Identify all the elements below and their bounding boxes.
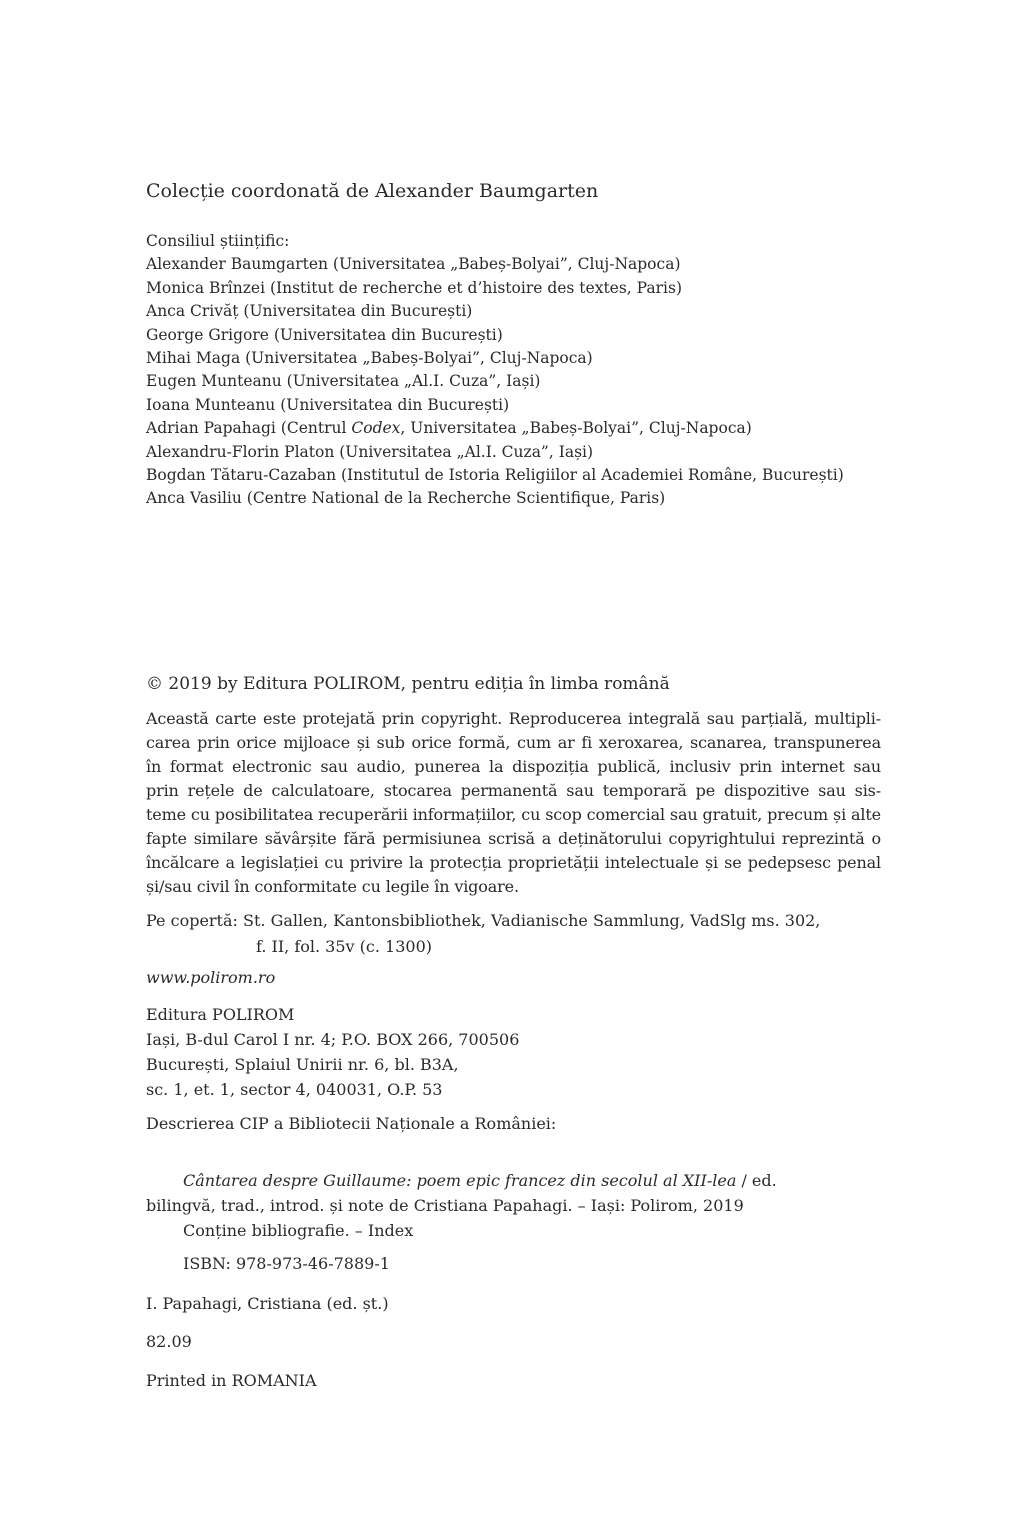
council-member: Anca Crivăț (Universitatea din București): [146, 302, 473, 321]
council-member: Alexandru-Florin Platon (Universitatea „Al.I. Cuza”, Iași): [146, 442, 594, 461]
council-heading: Consiliul științific:: [146, 232, 290, 250]
rights-line: teme cu posibilitatea recuperării informațiilor, cu scop comercial sau gratuit, precum și alte: [146, 805, 881, 824]
cip-author-entry: I. Papahagi, Cristiana (ed. șt.): [146, 1294, 389, 1313]
council-member: George Grigore (Universitatea din București): [146, 325, 503, 344]
cip-title-suffix: / ed.: [736, 1171, 777, 1190]
rights-line: fapte similare săvârșite fără permisiunea scrisă a deținătorului copyrightului reprezintă o: [146, 829, 881, 848]
rights-line: prin rețele de calculatoare, stocarea permanentă sau temporară pe dispozitive sau sis-: [146, 781, 881, 800]
collection-coordinator: Colecție coordonată de Alexander Baumgarten: [146, 180, 599, 202]
cip-record: [146, 1168, 881, 1243]
cip-book-title: Cântarea despre Guillaume: poem epic francez din secolul al XII-lea: [183, 1171, 737, 1190]
isbn: ISBN: 978-973-46-7889-1: [183, 1254, 390, 1273]
cip-edition-line: bilingvă, trad., introd. și note de Cristiana Papahagi. – Iași: Polirom, 2019: [146, 1196, 744, 1215]
rights-line: Această carte este protejată prin copyright. Reproducerea integrală sau parțială, multipli-: [146, 709, 881, 728]
address-line: București, Splaiul Unirii nr. 6, bl. B3A,: [146, 1055, 459, 1074]
rights-line: carea prin orice mijloace și sub orice formă, cum ar fi xeroxarea, scanarea, transpunerea: [146, 733, 881, 752]
council-member: Mihai Maga (Universitatea „Babeș-Bolyai”, Cluj-Napoca): [146, 349, 593, 368]
publisher-name: Editura POLIROM: [146, 1005, 295, 1024]
rights-line: și/sau civil în conformitate cu legile în vigoare.: [146, 877, 519, 896]
cip-title-line: [146, 1168, 881, 1193]
council-member: Bogdan Tătaru-Cazaban (Institutul de Istoria Religiilor al Academiei Române, București): [146, 466, 844, 485]
cip-contents-line: Conține bibliografie. – Index: [183, 1221, 414, 1240]
council-member: Anca Vasiliu (Centre National de la Recherche Scientifique, Paris): [146, 489, 666, 508]
cover-credit: [146, 908, 820, 960]
address-line: Iași, B-dul Carol I nr. 4; P.O. BOX 266, 700506: [146, 1030, 520, 1049]
publisher-address: [146, 1002, 519, 1102]
rights-notice: [146, 707, 881, 899]
udc-classification: 82.09: [146, 1332, 192, 1351]
cip-heading: Descrierea CIP a Bibliotecii Naționale a României:: [146, 1114, 557, 1133]
council-member: Alexander Baumgarten (Universitatea „Babeș-Bolyai”, Cluj-Napoca): [146, 255, 681, 274]
publisher-website-link[interactable]: www.polirom.ro: [146, 968, 276, 987]
printed-in: Printed in ROMANIA: [146, 1371, 317, 1390]
council-member: Ioana Munteanu (Universitatea din București): [146, 395, 510, 414]
scientific-council: [146, 230, 844, 511]
rights-line: încălcare a legislației cu privire la protecția proprietății intelectuale și se pedepsesc penal: [146, 853, 881, 872]
council-member: Eugen Munteanu (Universitatea „Al.I. Cuza”, Iași): [146, 372, 541, 391]
cover-credit-line: Pe copertă: St. Gallen, Kantonsbibliothek, Vadianische Sammlung, VadSlg ms. 302,: [146, 911, 821, 930]
rights-line: în format electronic sau audio, punerea la dispoziția publică, inclusiv prin internet sau: [146, 757, 881, 776]
cover-credit-line: f. II, fol. 35v (c. 1300): [256, 937, 432, 956]
address-line: sc. 1, et. 1, sector 4, 040031, O.P. 53: [146, 1080, 443, 1099]
copyright-line: © 2019 by Editura POLIROM, pentru ediția în limba română: [146, 674, 670, 694]
council-member: Adrian Papahagi (Centrul Codex, Universitatea „Babeș-Bolyai”, Cluj-Napoca): [146, 419, 752, 438]
council-member: Monica Brînzei (Institut de recherche et d’histoire des textes, Paris): [146, 278, 682, 297]
